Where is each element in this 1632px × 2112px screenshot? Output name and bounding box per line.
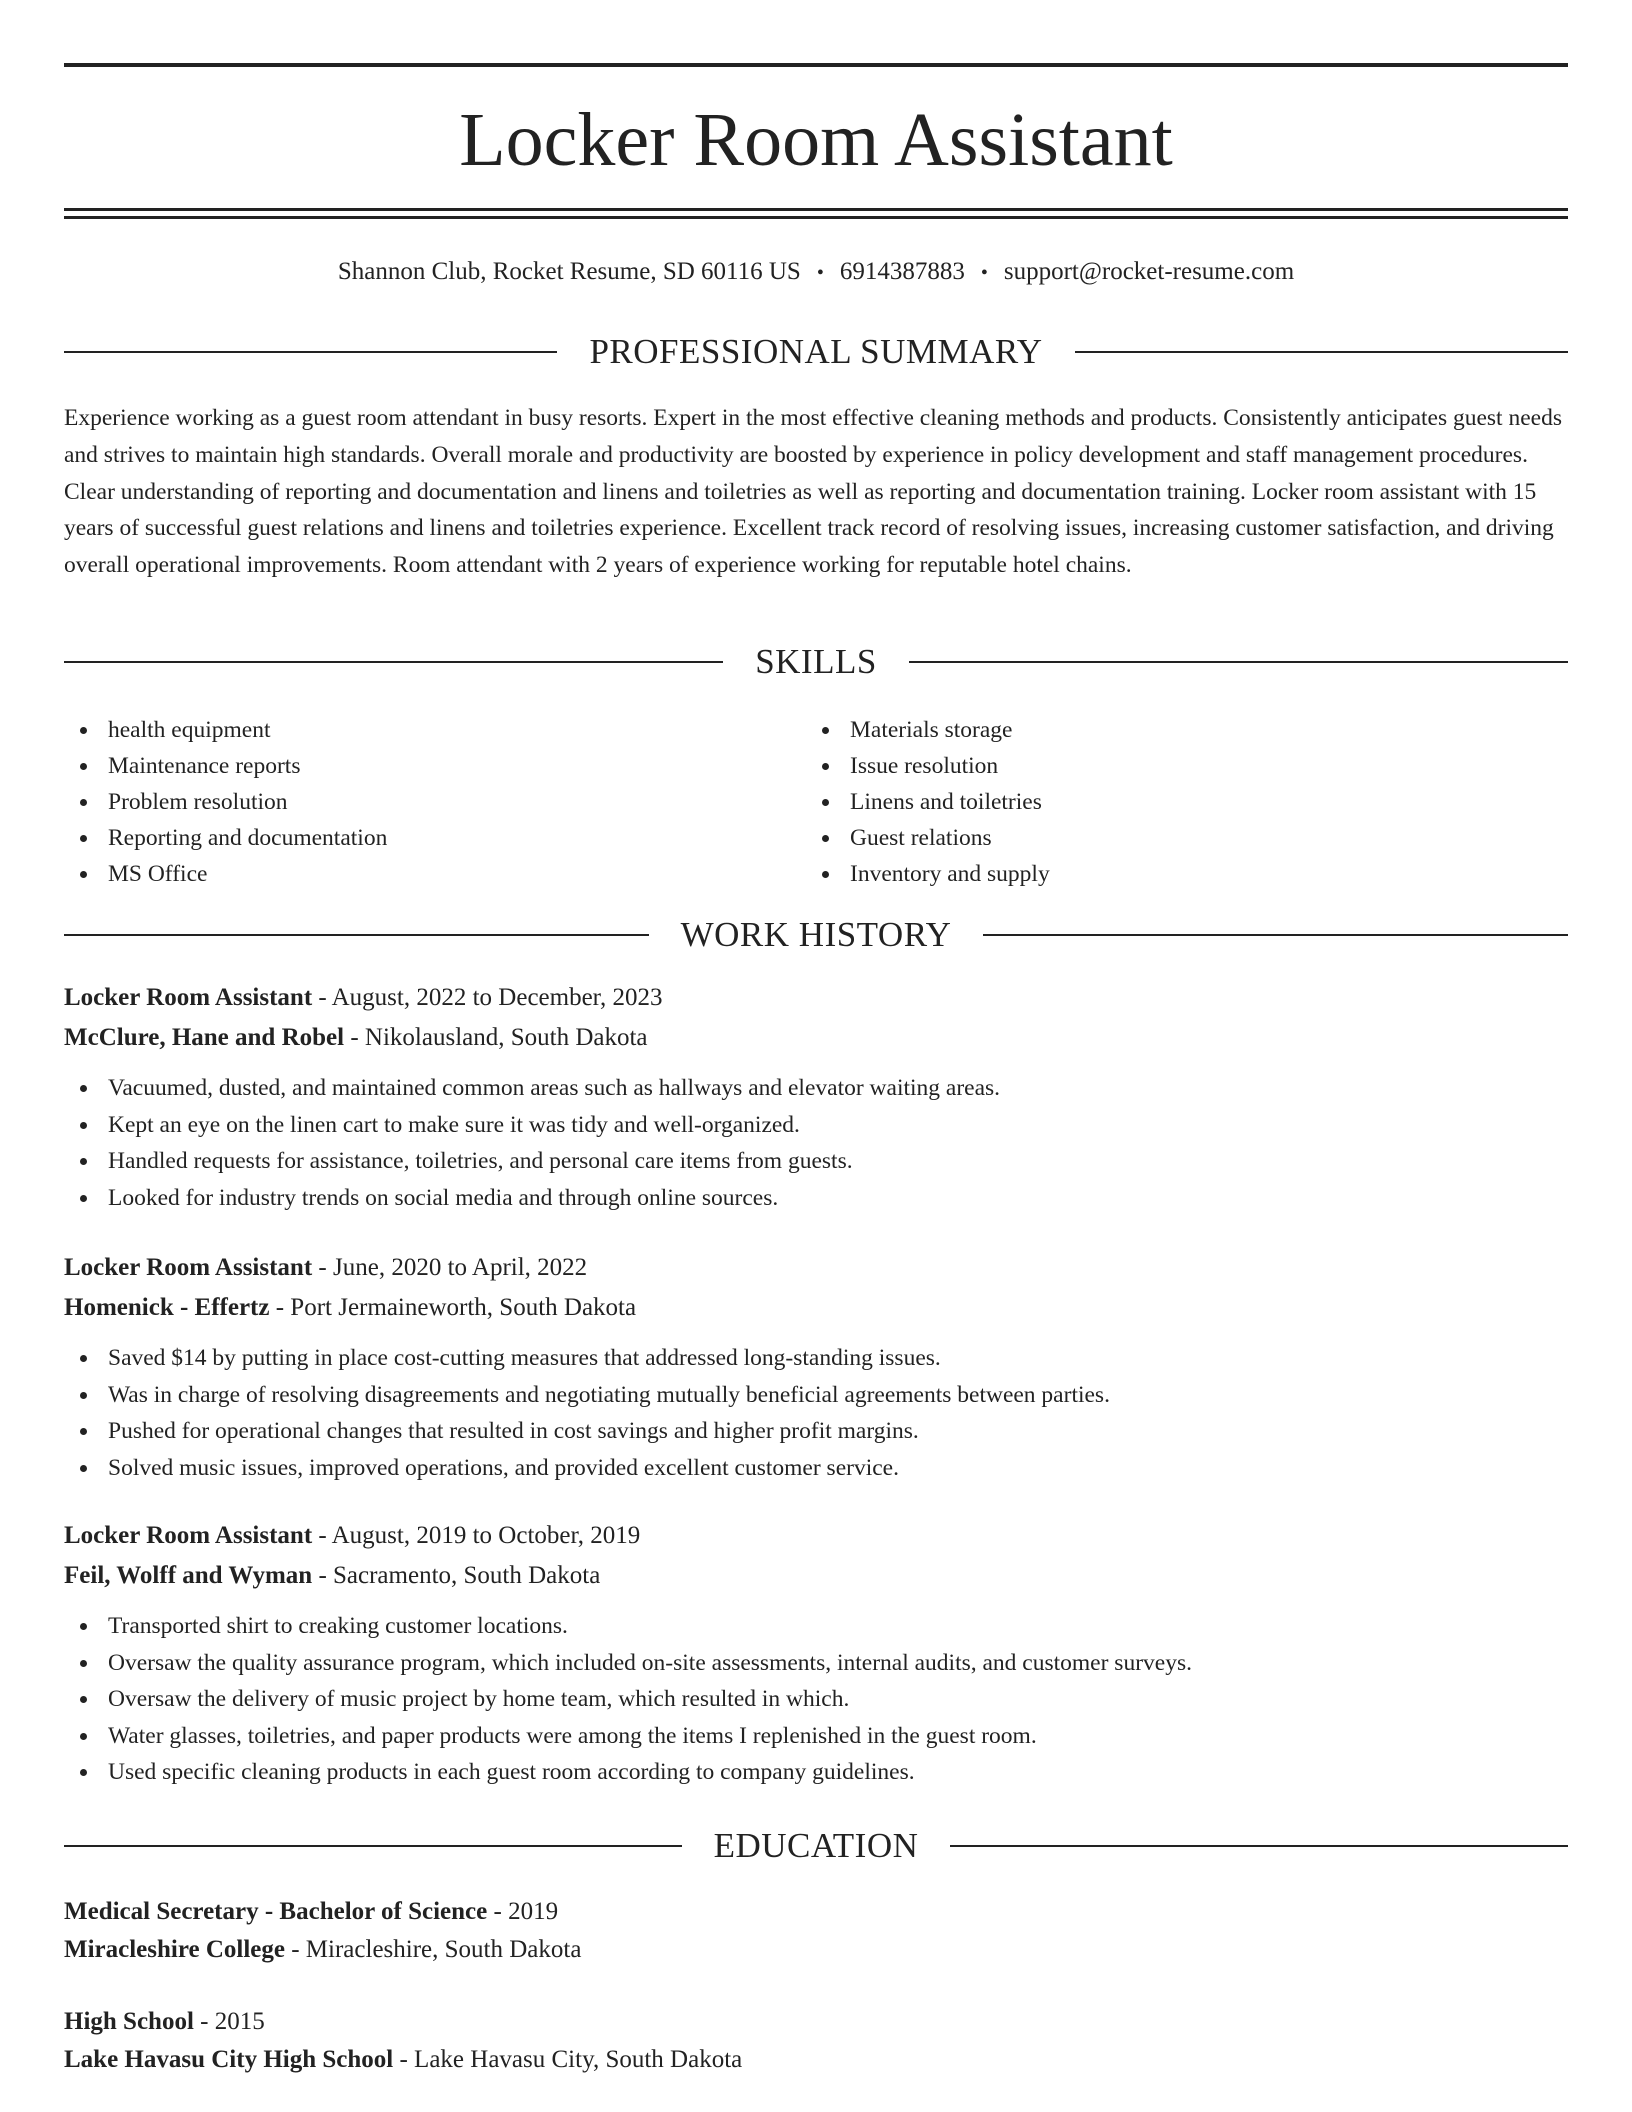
heading-rule [983, 934, 1568, 936]
job-location: - Nikolausland, South Dakota [344, 1024, 648, 1051]
education-school: Lake Havasu City High School [64, 2046, 394, 2073]
skills-column-right [806, 712, 1548, 892]
header-top-rule [64, 63, 1568, 67]
contact-separator: • [816, 262, 824, 284]
heading-rule [64, 934, 649, 936]
duty-item: Was in charge of resolving disagreements and negotiating mutually beneficial agreements between parties. [64, 1377, 1568, 1414]
duty-item: Solved music issues, improved operations, and provided excellent customer service. [64, 1450, 1568, 1487]
heading-rule [950, 1845, 1568, 1847]
skills-column-left [64, 712, 806, 892]
heading-rule [64, 661, 723, 663]
job-title-line [64, 1516, 1568, 1556]
job-dates: - June, 2020 to April, 2022 [312, 1254, 588, 1281]
job-company-line [64, 1018, 1568, 1058]
job-entry [64, 1248, 1568, 1486]
duty-item: Saved $14 by putting in place cost-cutting measures that addressed long-standing issues. [64, 1340, 1568, 1377]
skill-item: Problem resolution [64, 784, 806, 820]
job-company: Feil, Wolff and Wyman [64, 1562, 313, 1589]
job-company-line [64, 1556, 1568, 1596]
skill-item: Maintenance reports [64, 748, 806, 784]
duty-item: Pushed for operational changes that resulted in cost savings and higher profit margins. [64, 1413, 1568, 1450]
summary-text: Experience working as a guest room attendant in busy resorts. Expert in the most effective cleaning methods and products. Consistently anticipates guest needs and strives to maintain high standards. Overall morale and productivity are boosted by experience in policy development and staff management procedures. Clear understanding of reporting and documentation and linens and toiletries as well as reporting and documentation training. Locker room assistant with 15 years of successful guest relations and linens and toiletries experience. Excellent track record of resolving issues, increasing customer satisfaction, and driving overall operational improvements. Room attendant with 2 years of experience working for reputable hotel chains. [64, 405, 1562, 579]
education-entry [64, 1893, 1568, 1969]
heading-rule [64, 1845, 682, 1847]
candidate-name: Locker Room Assistant [459, 98, 1173, 182]
contact-phone: 6914387883 [839, 258, 965, 285]
duty-item: Oversaw the delivery of music project by home team, which resulted in which. [64, 1681, 1568, 1718]
skill-item: Materials storage [806, 712, 1548, 748]
skill-item: Guest relations [806, 820, 1548, 856]
education-entry [64, 2003, 1568, 2079]
heading-rule [1075, 351, 1568, 353]
education-school-line [64, 2041, 1568, 2079]
education-location: - Miracleshire, South Dakota [284, 1936, 582, 1963]
skills-list [64, 712, 1568, 892]
duty-item: Vacuumed, dusted, and maintained common areas such as hallways and elevator waiting areas. [64, 1070, 1568, 1107]
education-heading-label: EDUCATION [713, 1826, 919, 1865]
work-heading-label: WORK HISTORY [680, 915, 952, 954]
job-location: - Port Jermaineworth, South Dakota [269, 1294, 637, 1321]
contact-line [64, 255, 1568, 290]
education-degree: Medical Secretary - Bachelor of Science [64, 1898, 488, 1925]
duty-item: Kept an eye on the linen cart to make sure it was tidy and well-organized. [64, 1107, 1568, 1144]
duty-item: Transported shirt to creaking customer locations. [64, 1608, 1568, 1645]
work-heading [64, 913, 1568, 957]
skill-item: Inventory and supply [806, 856, 1548, 892]
heading-rule [64, 351, 557, 353]
education-year: - 2019 [487, 1898, 559, 1925]
skill-item: Issue resolution [806, 748, 1548, 784]
job-location: - Sacramento, South Dakota [312, 1562, 601, 1589]
summary-heading-label: PROFESSIONAL SUMMARY [589, 332, 1043, 371]
job-title: Locker Room Assistant [64, 984, 313, 1011]
job-dates: - August, 2019 to October, 2019 [312, 1522, 641, 1549]
skills-heading-label: SKILLS [755, 642, 877, 681]
job-duties [64, 1608, 1568, 1791]
heading-rule [909, 661, 1568, 663]
job-title-line [64, 1248, 1568, 1288]
skill-item: health equipment [64, 712, 806, 748]
job-company: Homenick - Effertz [64, 1294, 270, 1321]
education-school: Miracleshire College [64, 1936, 285, 1963]
contact-address: Shannon Club, Rocket Resume, SD 60116 US [337, 258, 801, 285]
job-duties [64, 1340, 1568, 1486]
education-year: - 2015 [193, 2008, 265, 2035]
skill-item: Reporting and documentation [64, 820, 806, 856]
summary-heading [64, 330, 1568, 374]
education-heading [64, 1824, 1568, 1868]
job-entry [64, 1516, 1568, 1791]
job-entry [64, 978, 1568, 1216]
skills-heading [64, 640, 1568, 684]
skill-item: MS Office [64, 856, 806, 892]
job-dates: - August, 2022 to December, 2023 [312, 984, 663, 1011]
duty-item: Looked for industry trends on social media and through online sources. [64, 1180, 1568, 1217]
duty-item: Oversaw the quality assurance program, which included on-site assessments, internal audits, and customer surveys. [64, 1645, 1568, 1682]
education-school-line [64, 1931, 1568, 1969]
duty-item: Handled requests for assistance, toiletries, and personal care items from guests. [64, 1143, 1568, 1180]
header-double-rule-lower [64, 216, 1568, 219]
contact-separator: • [980, 262, 988, 284]
job-title-line [64, 978, 1568, 1018]
skill-item: Linens and toiletries [806, 784, 1548, 820]
education-degree-line [64, 2003, 1568, 2041]
job-title: Locker Room Assistant [64, 1254, 313, 1281]
education-degree: High School [64, 2008, 194, 2035]
contact-email: support@rocket-resume.com [1003, 258, 1295, 285]
job-company: McClure, Hane and Robel [64, 1024, 345, 1051]
job-duties [64, 1070, 1568, 1216]
duty-item: Used specific cleaning products in each guest room according to company guidelines. [64, 1754, 1568, 1791]
job-company-line [64, 1288, 1568, 1328]
duty-item: Water glasses, toiletries, and paper products were among the items I replenished in the guest room. [64, 1718, 1568, 1755]
education-degree-line [64, 1893, 1568, 1931]
education-location: - Lake Havasu City, South Dakota [393, 2046, 743, 2073]
job-title: Locker Room Assistant [64, 1522, 313, 1549]
header-double-rule-upper [64, 208, 1568, 211]
